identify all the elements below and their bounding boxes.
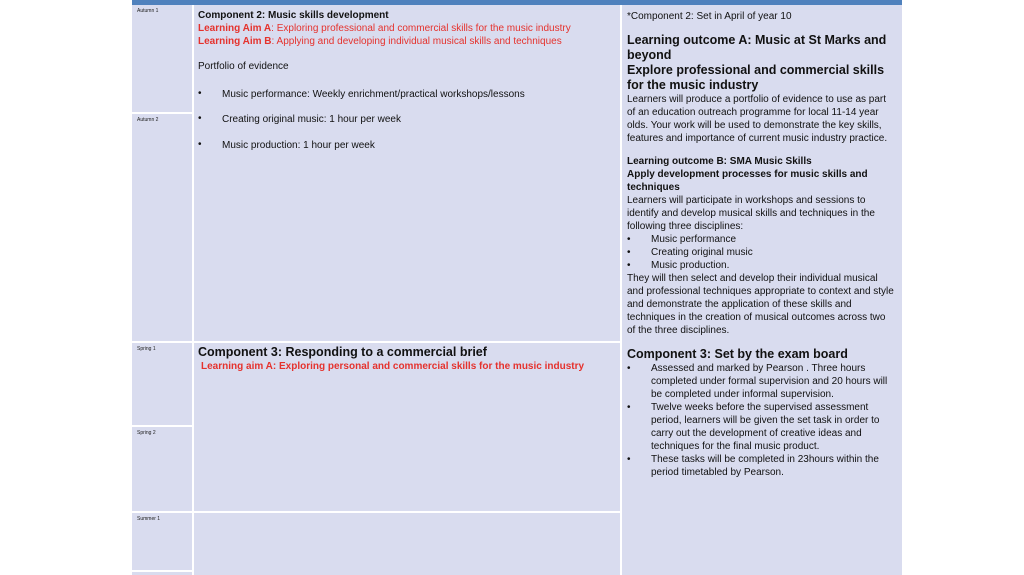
outcome-b-body: Learners will participate in workshops and sessions to identify and develop musical skills and techniques in the following three disciplines: (627, 195, 875, 232)
list-item: • Assessed and marked by Pearson . Three hours completed under formal supervision and 20 hours will be completed under informal supervision. (627, 363, 888, 400)
learning-aim-a: Learning Aim A: Exploring professional and commercial skills for the music industry (198, 23, 571, 34)
component2-title: Component 2: Music skills development (198, 10, 389, 21)
outcome-b-after: They will then select and develop their individual musical and professional techniques appropriate to context and style and demonstrate the application of these skills and techniques in the creation of musical outcomes across two of the three disciplines. (627, 273, 894, 336)
term-label: Autumn 2 (137, 117, 159, 123)
component2-cell (194, 5, 620, 341)
outcome-b-title: Learning outcome B: SMA Music Skills (627, 156, 812, 167)
term-cell-summer1 (132, 513, 192, 570)
activity-performance: Music performance: Weekly enrichment/practical workshops/lessons (222, 89, 525, 100)
component3-exam-title: Component 3: Set by the exam board (627, 347, 848, 361)
term-label: Spring 1 (137, 346, 156, 352)
term-cell-spring2 (132, 427, 192, 511)
term-label: Summer 1 (137, 516, 161, 522)
list-item: • Music performance (627, 234, 737, 245)
component2-date: *Component 2: Set in April of year 10 (627, 11, 792, 22)
list-item: • Creating original music (627, 247, 753, 258)
term-label: Autumn 1 (137, 8, 159, 14)
details-block (627, 10, 895, 479)
summer-cell (194, 513, 620, 575)
portfolio-heading: Portfolio of evidence (198, 61, 289, 72)
activity-creating: Creating original music: 1 hour per week (222, 114, 401, 125)
discipline-list (627, 233, 895, 272)
term-cell-autumn1 (132, 5, 192, 112)
list-item: • Twelve weeks before the supervised assessment period, learners will be given the set task in order to carry out the development of creative ideas and techniques for the final music product. (627, 402, 880, 452)
outcome-a-subtitle: Explore professional and commercial skills for the music industry (627, 63, 885, 92)
component3-aim: Learning aim A: Exploring personal and commercial skills for the music industry (201, 361, 585, 372)
component2-block (198, 9, 616, 48)
bullet-symbol: • (198, 88, 202, 99)
bullet-symbol: • (198, 139, 202, 150)
bullet-symbol: • (198, 113, 202, 124)
term-cell-spring1 (132, 343, 192, 425)
outcome-b-subtitle: Apply development processes for music skills and techniques (627, 169, 868, 193)
outcome-a-body: Learners will produce a portfolio of evidence to use as part of an education outreach programme for local 11-14 year olds. Your work will be used to demonstrate the key skills, features and importance of current music industry practice. (627, 94, 888, 144)
list-item: • These tasks will be completed in 23hours within the period timetabled by Pearson. (627, 454, 879, 478)
component3-title: Component 3: Responding to a commercial brief (198, 345, 487, 359)
component3-list (627, 362, 895, 479)
component3-block (198, 345, 616, 373)
learning-aim-b: Learning Aim B: Applying and developing individual musical skills and techniques (198, 36, 562, 47)
term-label: Spring 2 (137, 430, 156, 436)
list-item: • Music production. (627, 260, 730, 271)
term-cell-autumn2 (132, 114, 192, 341)
outcome-a-title: Learning outcome A: Music at St Marks and beyond (627, 33, 887, 62)
activity-production: Music production: 1 hour per week (222, 140, 375, 151)
